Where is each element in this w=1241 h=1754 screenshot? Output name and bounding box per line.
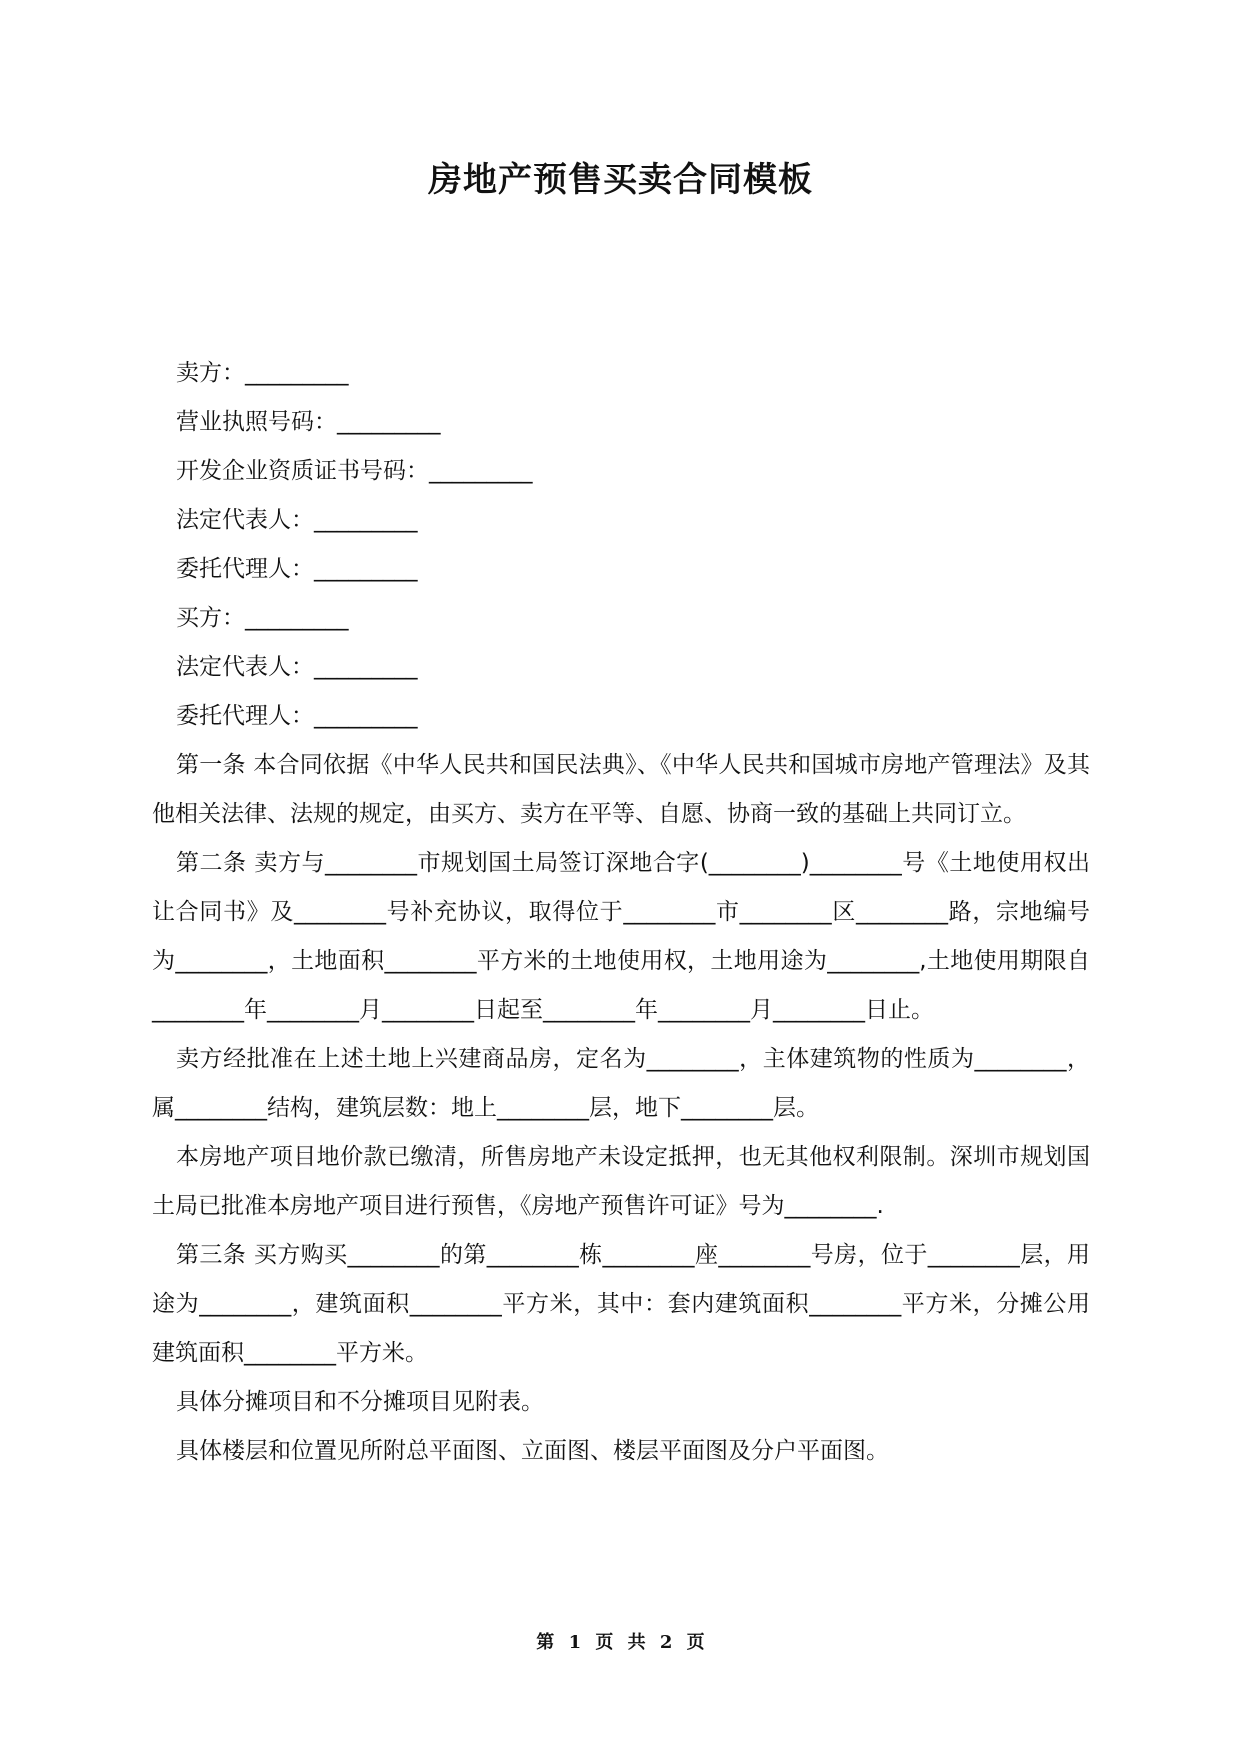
construction-paragraph: 卖方经批准在上述土地上兴建商品房，定名为________，主体建筑物的性质为________，属________结构，建筑层数：地上________层，地下________层。 [152,1046,1090,1121]
floor-plan-paragraph: 具体楼层和位置见所附总平面图、立面图、楼层平面图及分户平面图。 [176,1438,889,1464]
buyer-agent-field: 委托代理人：_________ [176,703,418,729]
document-body [152,349,1090,1476]
article-2-paragraph: 第二条 卖方与________市规划国土局签订深地合字(________)________号《土地使用权出让合同书》及________号补充协议，取得位于________市________区________路，宗地编号为________，土地面积________平方米的土地使用权，土地用途为________,土地使用期限自________年________月________日起至________年________月________日止。 [152,850,1090,1023]
page-number: 第 1 页 共 2 页 [536,1632,705,1653]
buyer-field: 买方：_________ [176,605,349,631]
buyer-legal-representative-field: 法定代表人：_________ [176,654,418,680]
article-1-paragraph: 第一条 本合同依据《中华人民共和国民法典》、《中华人民共和国城市房地产管理法》及其他相关法律、法规的规定，由买方、卖方在平等、自愿、协商一致的基础上共同订立。 [152,752,1090,827]
apportionment-paragraph: 具体分摊项目和不分摊项目见附表。 [176,1389,544,1415]
qualification-certificate-field: 开发企业资质证书号码：_________ [176,458,533,484]
article-3-paragraph: 第三条 买方购买________的第________栋________座________号房，位于________层，用途为________，建筑面积________平方米，其中：套内建筑面积________平方米，分摊公用建筑面积________平方米。 [152,1242,1090,1366]
seller-field: 卖方：_________ [176,360,349,386]
business-license-field: 营业执照号码：_________ [176,409,441,435]
document-title: 房地产预售买卖合同模板 [428,160,813,200]
seller-agent-field: 委托代理人：_________ [176,556,418,582]
seller-legal-representative-field: 法定代表人：_________ [176,507,418,533]
presale-permit-paragraph: 本房地产项目地价款已缴清，所售房地产未设定抵押，也无其他权利限制。深圳市规划国土局已批准本房地产项目进行预售，《房地产预售许可证》号为________. [152,1144,1090,1219]
